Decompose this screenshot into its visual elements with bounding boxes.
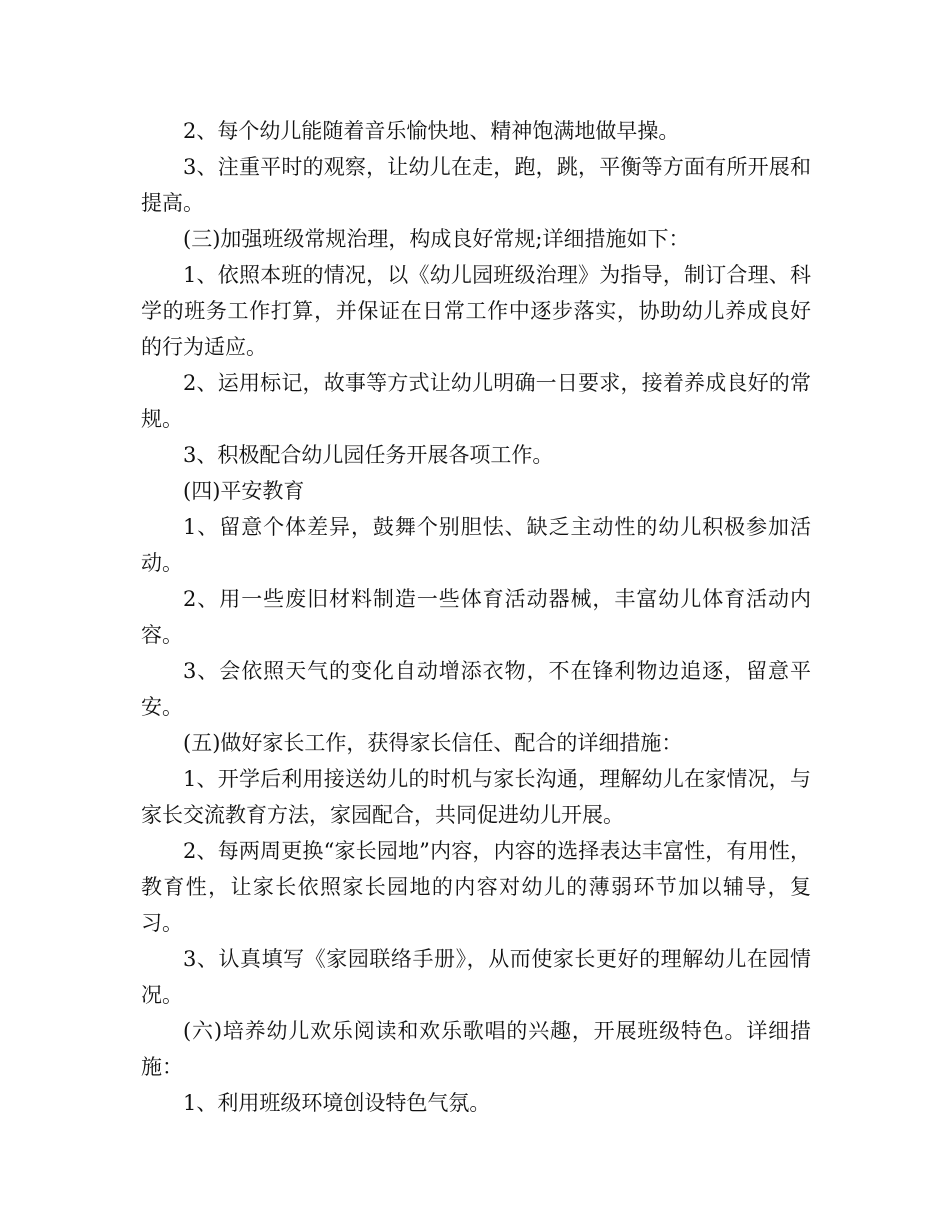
section-heading: (三)加强班级常规治理，构成良好常规;详细措施如下： — [183, 227, 690, 251]
paragraph: 2、用一些废旧材料制造一些体育活动器械，丰富幼儿体育活动内容。 — [141, 587, 811, 647]
paragraph: 3、会依照天气的变化自动增添衣物，不在锋利物边追逐，留意平安。 — [141, 659, 811, 719]
paragraph: 1、利用班级环境创设特色气氛。 — [183, 1091, 491, 1115]
paragraph: 3、积极配合幼儿园任务开展各项工作。 — [183, 443, 554, 467]
paragraph: 3、认真填写《家园联络手册》，从而使家长更好的理解幼儿在园情况。 — [141, 947, 811, 1007]
section-heading: (五)做好家长工作，获得家长信任、配合的详细措施： — [183, 731, 683, 755]
paragraph: 1、留意个体差异，鼓舞个别胆怯、缺乏主动性的幼儿积极参加活动。 — [141, 515, 811, 575]
section-heading: (四)平安教育 — [183, 479, 305, 503]
paragraph: 2、运用标记，故事等方式让幼儿明确一日要求，接着养成良好的常规。 — [141, 371, 811, 431]
section-heading: (六)培养幼儿欢乐阅读和欢乐歌唱的兴趣，开展班级特色。详细措施： — [141, 1019, 811, 1079]
paragraph: 2、每个幼儿能随着音乐愉快地、精神饱满地做早操。 — [183, 119, 680, 143]
paragraph: 2、每两周更换“家长园地”内容，内容的选择表达丰富性，有用性，教育性，让家长依照家长园地的内容对幼儿的薄弱环节加以辅导，复习。 — [141, 839, 811, 935]
paragraph: 1、开学后利用接送幼儿的时机与家长沟通，理解幼儿在家情况，与家长交流教育方法，家园配合，共同促进幼儿开展。 — [141, 767, 811, 827]
paragraph: 1、依照本班的情况，以《幼儿园班级治理》为指导，制订合理、科学的班务工作打算，并保证在日常工作中逐步落实，协助幼儿养成良好的行为适应。 — [141, 263, 811, 359]
paragraph: 3、注重平时的观察，让幼儿在走，跑，跳，平衡等方面有所开展和提高。 — [141, 155, 811, 215]
document-body — [141, 113, 811, 1121]
